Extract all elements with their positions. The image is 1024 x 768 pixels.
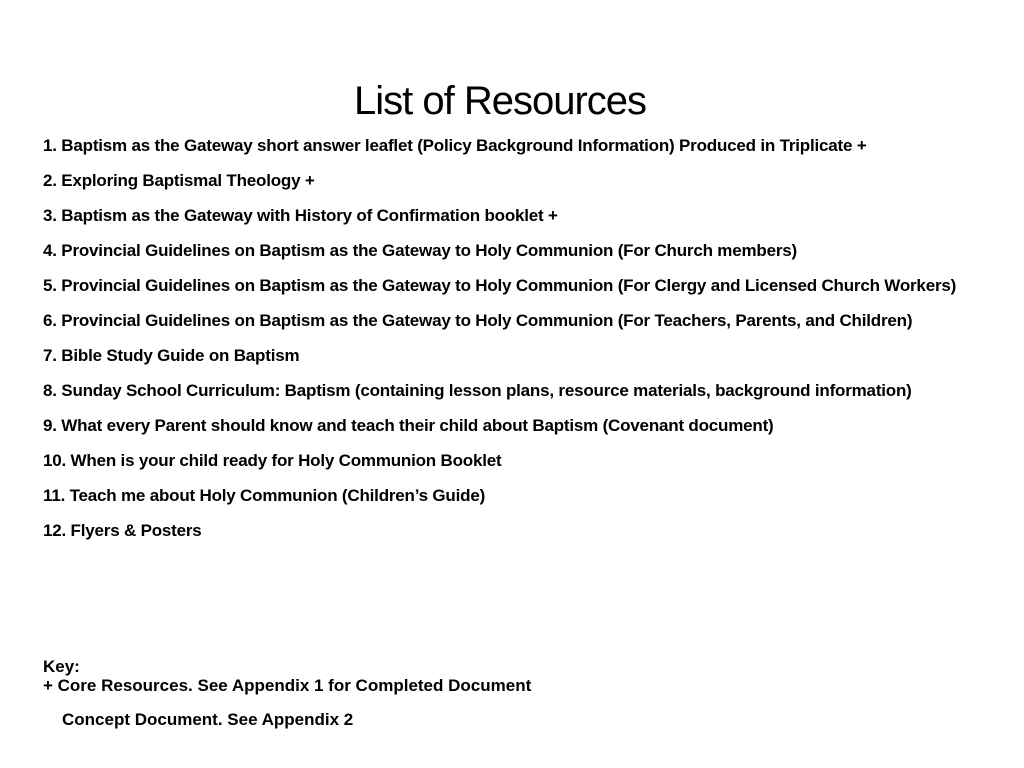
key-heading: Key: <box>43 657 80 676</box>
resource-list <box>43 137 973 557</box>
list-item: 10. When is your child ready for Holy Communion Booklet <box>43 451 502 470</box>
list-item: 12. Flyers & Posters <box>43 521 202 540</box>
list-item: 11. Teach me about Holy Communion (Children’s Guide) <box>43 486 486 505</box>
key-core-resources: + Core Resources. See Appendix 1 for Completed Document <box>43 676 532 695</box>
list-item: 8. Sunday School Curriculum: Baptism (containing lesson plans, resource materials, background information) <box>43 381 912 400</box>
list-item: 2. Exploring Baptismal Theology + <box>43 171 315 190</box>
list-item: 7. Bible Study Guide on Baptism <box>43 346 300 365</box>
list-item: 5. Provincial Guidelines on Baptism as the Gateway to Holy Communion (For Clergy and Licensed Church Workers) <box>43 276 957 295</box>
list-item: 9. What every Parent should know and teach their child about Baptism (Covenant document) <box>43 416 774 435</box>
list-item: 1. Baptism as the Gateway short answer leaflet (Policy Background Information) Produced in Triplicate + <box>43 136 867 155</box>
list-item: 4. Provincial Guidelines on Baptism as the Gateway to Holy Communion (For Church members) <box>43 241 797 260</box>
key-legend <box>43 657 973 729</box>
list-item: 3. Baptism as the Gateway with History of Confirmation booklet + <box>43 206 558 225</box>
list-item: 6. Provincial Guidelines on Baptism as the Gateway to Holy Communion (For Teachers, Parents, and Children) <box>43 311 913 330</box>
slide-title: List of Resources <box>353 78 647 123</box>
key-concept-document: Concept Document. See Appendix 2 <box>62 710 354 729</box>
